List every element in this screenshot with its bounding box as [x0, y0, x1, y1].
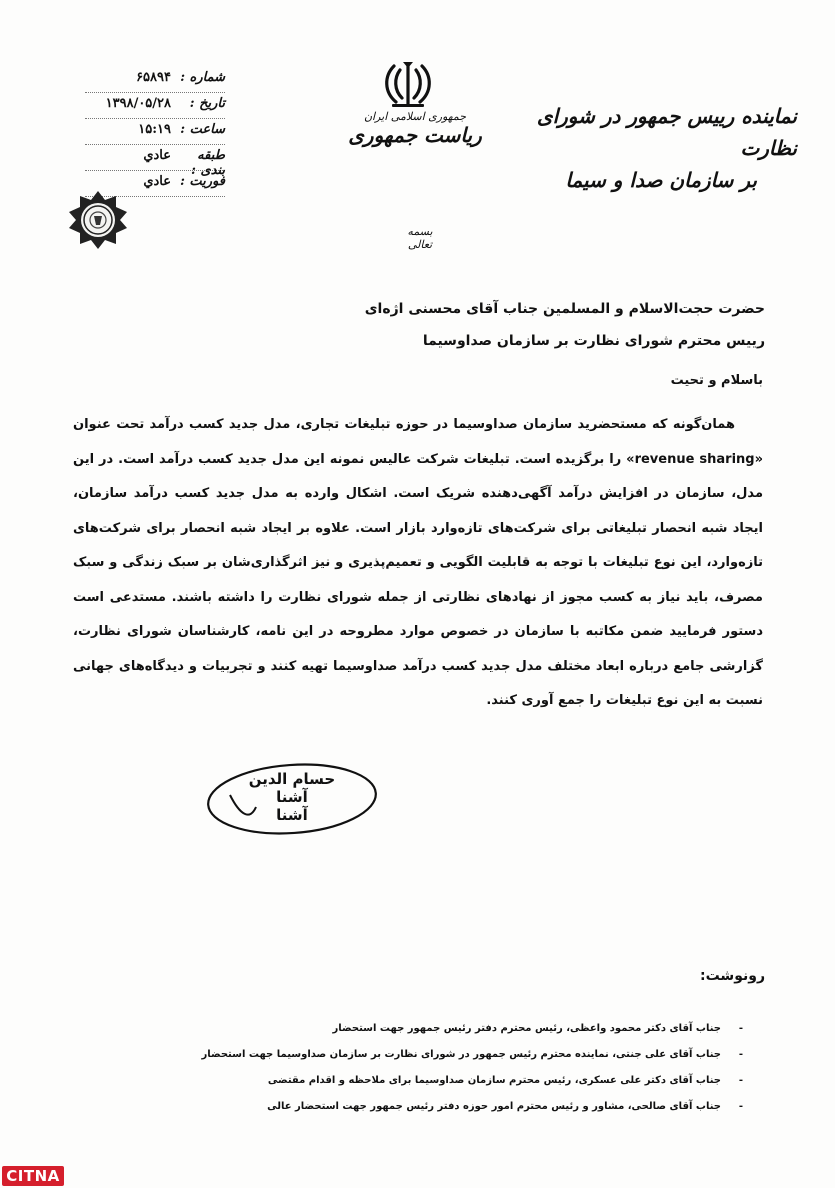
- cc-item: - جناب آقای دکتر علی عسکری، رئیس محترم سازمان صداوسیما برای ملاحظه و اقدام مقتضی: [83, 1068, 743, 1094]
- cc-list: [83, 1016, 743, 1120]
- org-title: [527, 100, 797, 196]
- cc-item: - جناب آقای صالحی، مشاور و رئیس محترم امور حوزه دفتر رئیس جمهور جهت استحضار عالی: [83, 1094, 743, 1120]
- letter-body: [73, 408, 763, 719]
- meta-number-label: شماره :: [180, 70, 225, 85]
- signature-scrawl: آشنا: [276, 806, 308, 824]
- body-paragraph: همان‌گونه که مستحضرید سازمان صداوسیما در حوزه تبلیغات تجاری، مدل جدید کسب درآمد تحت عنوان «revenue sharing» را برگزیده است. تبلیغات شرکت عالیس نمونه این مدل جدید کسب درآمد است. در این مدل، سازمان در افزایش درآمد آگهی‌دهنده شریک است. اشکال وارده به مدل جدید کسب درآمد سازمان، ایجاد شبه انحصار تبلیغاتی برای شرکت‌های تازه‌وارد بازار است. علاوه بر ایجاد شبه انحصار برای شرکت‌های تازه‌وارد، این نوع تبلیغات با توجه به قابلیت الگویی و تعمیم‌پذیری و نیز اثرگذاری‌شان بر سبک زندگی و سبک مصرف، باید نیاز به کسب مجوز از نهادهای نظارتی از جمله شورای نظارت را داشته باشند. مستدعی است دستور فرمایید ضمن مکاتبه با سازمان در خصوص موارد مطروحه در این نامه، کارشناسان شورای نظارت، گزارشی جامع درباره ابعاد مختلف مدل جدید کسب درآمد صداوسیما تهیه کنند و تجربیات و دیدگاه‌های جهانی نسبت به این نوع تبلیغات را جمع آوری کنند.: [73, 417, 763, 708]
- addressee-line2: رییس محترم شورای نظارت بر سازمان صداوسیما: [422, 333, 765, 349]
- org-title-line2: بر سازمان صدا و سیما: [565, 168, 757, 192]
- meta-time-row: [85, 122, 225, 145]
- meta-number-row: [85, 70, 225, 93]
- addressee-line1: حضرت حجت‌الاسلام و المسلمین جناب آقای محسنی اژه‌ای: [364, 301, 765, 317]
- meta-date-value: ۱۳۹۸/۰۵/۲۸: [105, 96, 171, 111]
- meta-classification-value: عادي: [143, 148, 171, 163]
- meta-date-row: [85, 96, 225, 119]
- meta-classification-label: طبقه بندی :: [191, 148, 225, 178]
- cc-item: - جناب آقای علی جنتی، نماینده محترم رئیس جمهور در شورای نظارت بر سازمان صداوسیما جهت استحضار: [83, 1042, 743, 1068]
- iran-emblem-icon: [380, 60, 436, 110]
- meta-date-label: تاریخ :: [189, 96, 225, 111]
- meta-time-label: ساعت :: [180, 122, 225, 137]
- republic-label: جمهوری اسلامی ایران: [363, 110, 467, 123]
- official-seal-icon: [68, 190, 128, 250]
- presidency-label: ریاست جمهوری: [348, 123, 482, 147]
- besmeh-text: بسمه تعالی: [407, 225, 433, 251]
- signature-name: [232, 770, 352, 824]
- signature-name-line: حسام الدین آشنا: [248, 770, 336, 806]
- cc-title: رونوشت:: [700, 968, 765, 984]
- meta-priority-label: فوریت :: [180, 174, 225, 189]
- meta-time-value: ۱۵:۱۹: [138, 122, 171, 137]
- addressee-block: [165, 293, 765, 357]
- cc-item: - جناب آقای دکتر محمود واعظی، رئیس محترم دفتر رئیس جمهور جهت استحضار: [83, 1016, 743, 1042]
- org-title-line1: نماینده رییس جمهور در شورای نظارت: [536, 104, 797, 160]
- presidency-block: [340, 110, 490, 147]
- citna-watermark-logo: CITNA: [2, 1166, 64, 1186]
- meta-classification-row: [85, 148, 225, 178]
- meta-number-value: ۶۵۸۹۴: [136, 70, 171, 85]
- greeting: باسلام و تحیت: [670, 373, 763, 388]
- letter-meta: [85, 70, 225, 200]
- meta-priority-value: عادي: [143, 174, 171, 189]
